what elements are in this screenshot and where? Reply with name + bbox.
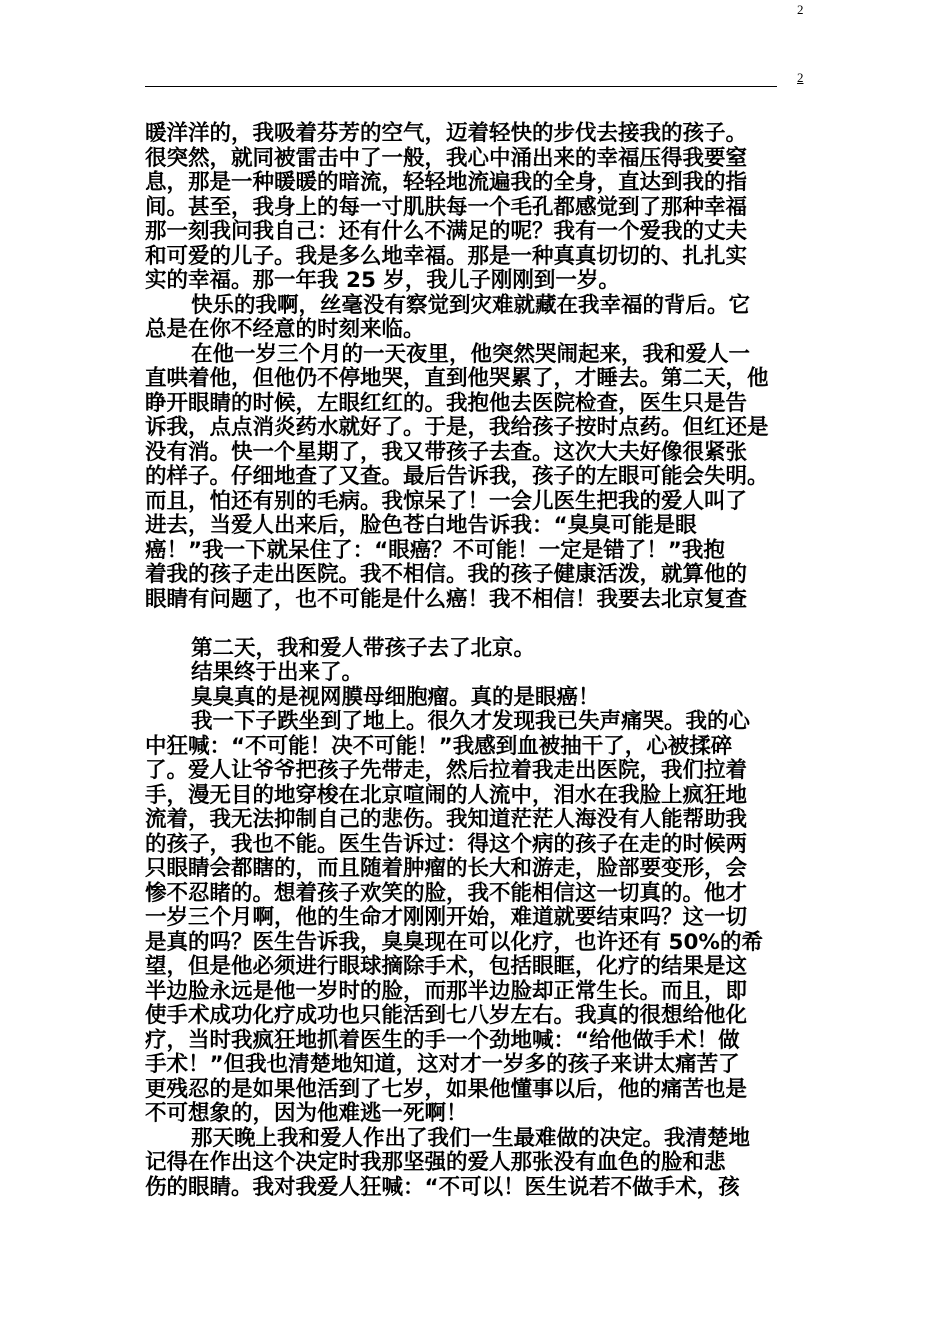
text-line: 更残忍的是如果他活到了七岁，如果他懂事以后，他的痛苦也是 [145, 1076, 748, 1102]
text-line: 的样子。仔细地查了又查。最后告诉我，孩子的左眼可能会失明。 [145, 464, 769, 489]
page-number-top: 2 [797, 2, 804, 17]
text-line: 的孩子，我也不能。医生告诉过：得这个病的孩子在走的时候两 [145, 831, 748, 857]
text-line: 那一刻我问我自己：还有什么不满足的呢？我有一个爱我的丈夫 [145, 219, 748, 244]
text-line: 那天晚上我和爱人作出了我们一生最难做的决定。我清楚地 [191, 1125, 751, 1151]
text-line: 了。爱人让爷爷把孩子先带走，然后拉着我走出医院，我们拉着 [145, 758, 748, 783]
text-line: 第二天，我和爱人带孩子去了北京。 [191, 635, 536, 661]
text-line: 中狂喊：“不可能！决不可能！”我感到血被抽干了，心被揉碎 [145, 733, 733, 759]
text-line: 结果终于出来了。 [191, 660, 364, 685]
text-line: 总是在你不经意的时刻来临。 [145, 317, 425, 342]
text-line: 臭臭真的是视网膜母细胞瘤。真的是眼癌！ [191, 684, 600, 710]
text-line: 在他一岁三个月的一天夜里，他突然哭闹起来，我和爱人一 [191, 341, 751, 367]
text-line: 而且，怕还有别的毛病。我惊呆了！一会儿医生把我的爱人叫了 [145, 488, 748, 514]
text-line: 直哄着他，但他仍不停地哭，直到他哭累了，才睡去。第二天，他 [145, 366, 769, 391]
text-line: 只眼睛会都瞎的，而且随着肿瘤的长大和游走，脸部要变形，会 [145, 856, 748, 881]
blank-line [145, 612, 810, 637]
text-line: 诉我，点点消炎药水就好了。于是，我给孩子按时点药。但红还是 [145, 415, 769, 440]
text-line: 间。甚至，我身上的每一寸肌肤每一个毛孔都感觉到了那种幸福 [145, 194, 748, 220]
text-line: 疗，当时我疯狂地抓着医生的手一个劲地喊：“给他做手术！做 [145, 1027, 740, 1053]
text-line: 手术！”但我也清楚地知道，这对才一岁多的孩子来讲太痛苦了 [145, 1052, 740, 1077]
document-body [145, 122, 810, 1200]
text-line: 流着，我无法抑制自己的悲伤。我知道茫茫人海没有人能帮助我 [145, 807, 748, 832]
text-line: 没有消。快一个星期了，我又带孩子去查。这次大夫好像很紧张 [145, 439, 748, 465]
text-line: 伤的眼睛。我对我爱人狂喊：“不可以！医生说若不做手术，孩 [145, 1174, 740, 1200]
text-line: 是真的吗？医生告诉我，臭臭现在可以化疗，也许还有 50%的希 [145, 929, 763, 955]
text-line: 记得在作出这个决定时我那坚强的爱人那张没有血色的脸和悲 [145, 1150, 726, 1175]
text-line: 使手术成功化疗成功也只能活到七八岁左右。我真的很想给他化 [145, 1003, 748, 1028]
text-line: 癌！”我一下就呆住了：“眼癌？不可能！一定是错了！”我抱 [145, 537, 725, 563]
text-line: 我一下子跌坐到了地上。很久才发现我已失声痛哭。我的心 [191, 709, 751, 734]
text-line: 惨不忍睹的。想着孩子欢笑的脸，我不能相信这一切真的。他才 [145, 880, 748, 906]
text-line: 眼睛有问题了，也不可能是什么癌！我不相信！我要去北京复查 [145, 586, 748, 612]
text-line: 进去，当爱人出来后，脸色苍白地告诉我：“臭臭可能是眼 [145, 513, 697, 538]
text-line: 睁开眼睛的时候，左眼红红的。我抱他去医院检查，医生只是告 [145, 390, 748, 416]
text-line: 和可爱的儿子。我是多么地幸福。那是一种真真切切的、扎扎实 [145, 243, 748, 269]
text-line: 不可想象的，因为他难逃一死啊！ [145, 1101, 468, 1126]
text-line: 实的幸福。那一年我 25 岁，我儿子刚刚到一岁。 [145, 268, 620, 293]
header-rule [145, 86, 777, 87]
text-line: 快乐的我啊，丝毫没有察觉到灾难就藏在我幸福的背后。它 [191, 292, 751, 318]
text-line: 很突然，就同被雷击中了一般，我心中涌出来的幸福压得我要窒 [145, 145, 748, 171]
text-line: 半边脸永远是他一岁时的脸，而那半边脸却正常生长。而且，即 [145, 978, 748, 1004]
header-page-number: 2 [797, 70, 804, 85]
text-line: 手，漫无目的地穿梭在北京喧闹的人流中，泪水在我脸上疯狂地 [145, 782, 748, 808]
text-line: 暖洋洋的，我吸着芬芳的空气，迈着轻快的步伐去接我的孩子。 [145, 121, 748, 146]
text-line: 一岁三个月啊，他的生命才刚刚开始，难道就要结束吗？这一切 [145, 905, 748, 930]
text-line: 着我的孩子走出医院。我不相信。我的孩子健康活泼，就算他的 [145, 562, 748, 587]
text-line: 息，那是一种暖暖的暗流，轻轻地流遍我的全身，直达到我的指 [145, 170, 748, 195]
text-line: 望，但是他必须进行眼球摘除手术，包括眼眶，化疗的结果是这 [145, 954, 748, 979]
